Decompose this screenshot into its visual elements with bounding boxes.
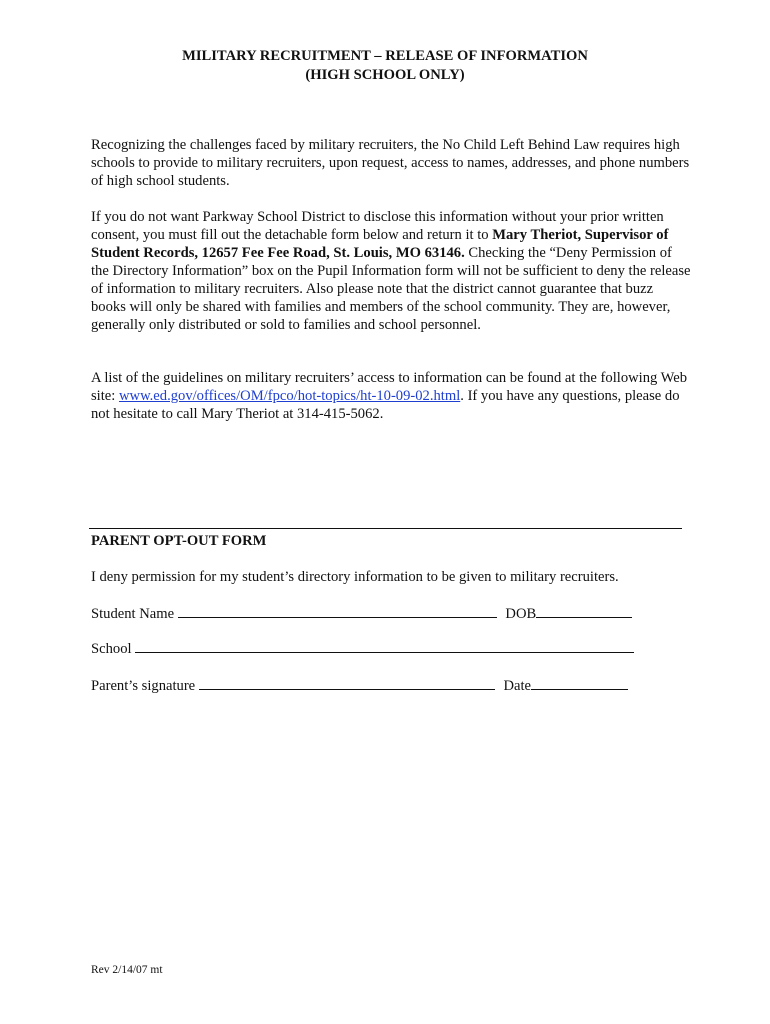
date-field[interactable] — [531, 676, 628, 690]
records-contact-address: Mary Theriot, Supervisor of Student Records, 12657 Fee Fee Road, St. Louis, MO 63146. — [91, 227, 669, 261]
student-name-row — [91, 604, 632, 623]
intro-paragraph-2 — [91, 208, 691, 334]
school-label: School — [91, 641, 136, 657]
deny-statement: I deny permission for my student’s directory information to be given to military recruiters. — [91, 569, 619, 585]
title-line-2: (HIGH SCHOOL ONLY) — [305, 67, 465, 83]
revision-note: Rev 2/14/07 mt — [91, 964, 163, 976]
paragraph-2-text-end: Checking the “Deny Permission of the Directory Information” box on the Pupil Information form will not be sufficient to deny the release of information to military recruiters. Also please note that the district cannot guarantee that buzz books will only be shared with families and members of the school community. They are, however, generally only distributed or sold to families and school personnel. — [91, 245, 691, 333]
document-title — [0, 47, 770, 85]
opt-out-form-heading: PARENT OPT-OUT FORM — [91, 533, 267, 549]
student-name-field[interactable] — [178, 604, 497, 618]
intro-paragraph-3 — [91, 369, 691, 423]
detach-divider — [89, 528, 682, 529]
signature-field[interactable] — [199, 676, 495, 690]
school-field[interactable] — [135, 639, 634, 653]
guidelines-link[interactable]: www.ed.gov/offices/OM/fpco/hot-topics/ht-10-09-02.html — [118, 388, 461, 404]
dob-field[interactable] — [536, 604, 632, 618]
school-row — [91, 639, 634, 658]
paragraph-3-text-end: . If you have any questions, please do not hesitate to call Mary Theriot at 314-415-5062. — [91, 388, 680, 422]
signature-label: Parent’s signature — [91, 678, 199, 694]
title-line-1: MILITARY RECRUITMENT – RELEASE OF INFORMATION — [182, 48, 588, 64]
paragraph-2-text-start: If you do not want Parkway School District to disclose this information without your prior written consent, you must fill out the detachable form below and return it to — [91, 209, 664, 243]
paragraph-3-text-start: A list of the guidelines on military recruiters’ access to information can be found at the following Web site: — [91, 370, 688, 404]
intro-paragraph-1: Recognizing the challenges faced by military recruiters, the No Child Left Behind Law requires high schools to provide to military recruiters, upon request, access to names, addresses, and phone numbers of high school students. — [91, 137, 690, 189]
dob-label: DOB — [505, 606, 537, 622]
signature-row — [91, 676, 628, 695]
date-label: Date — [503, 678, 532, 694]
student-name-label: Student Name — [91, 606, 178, 622]
